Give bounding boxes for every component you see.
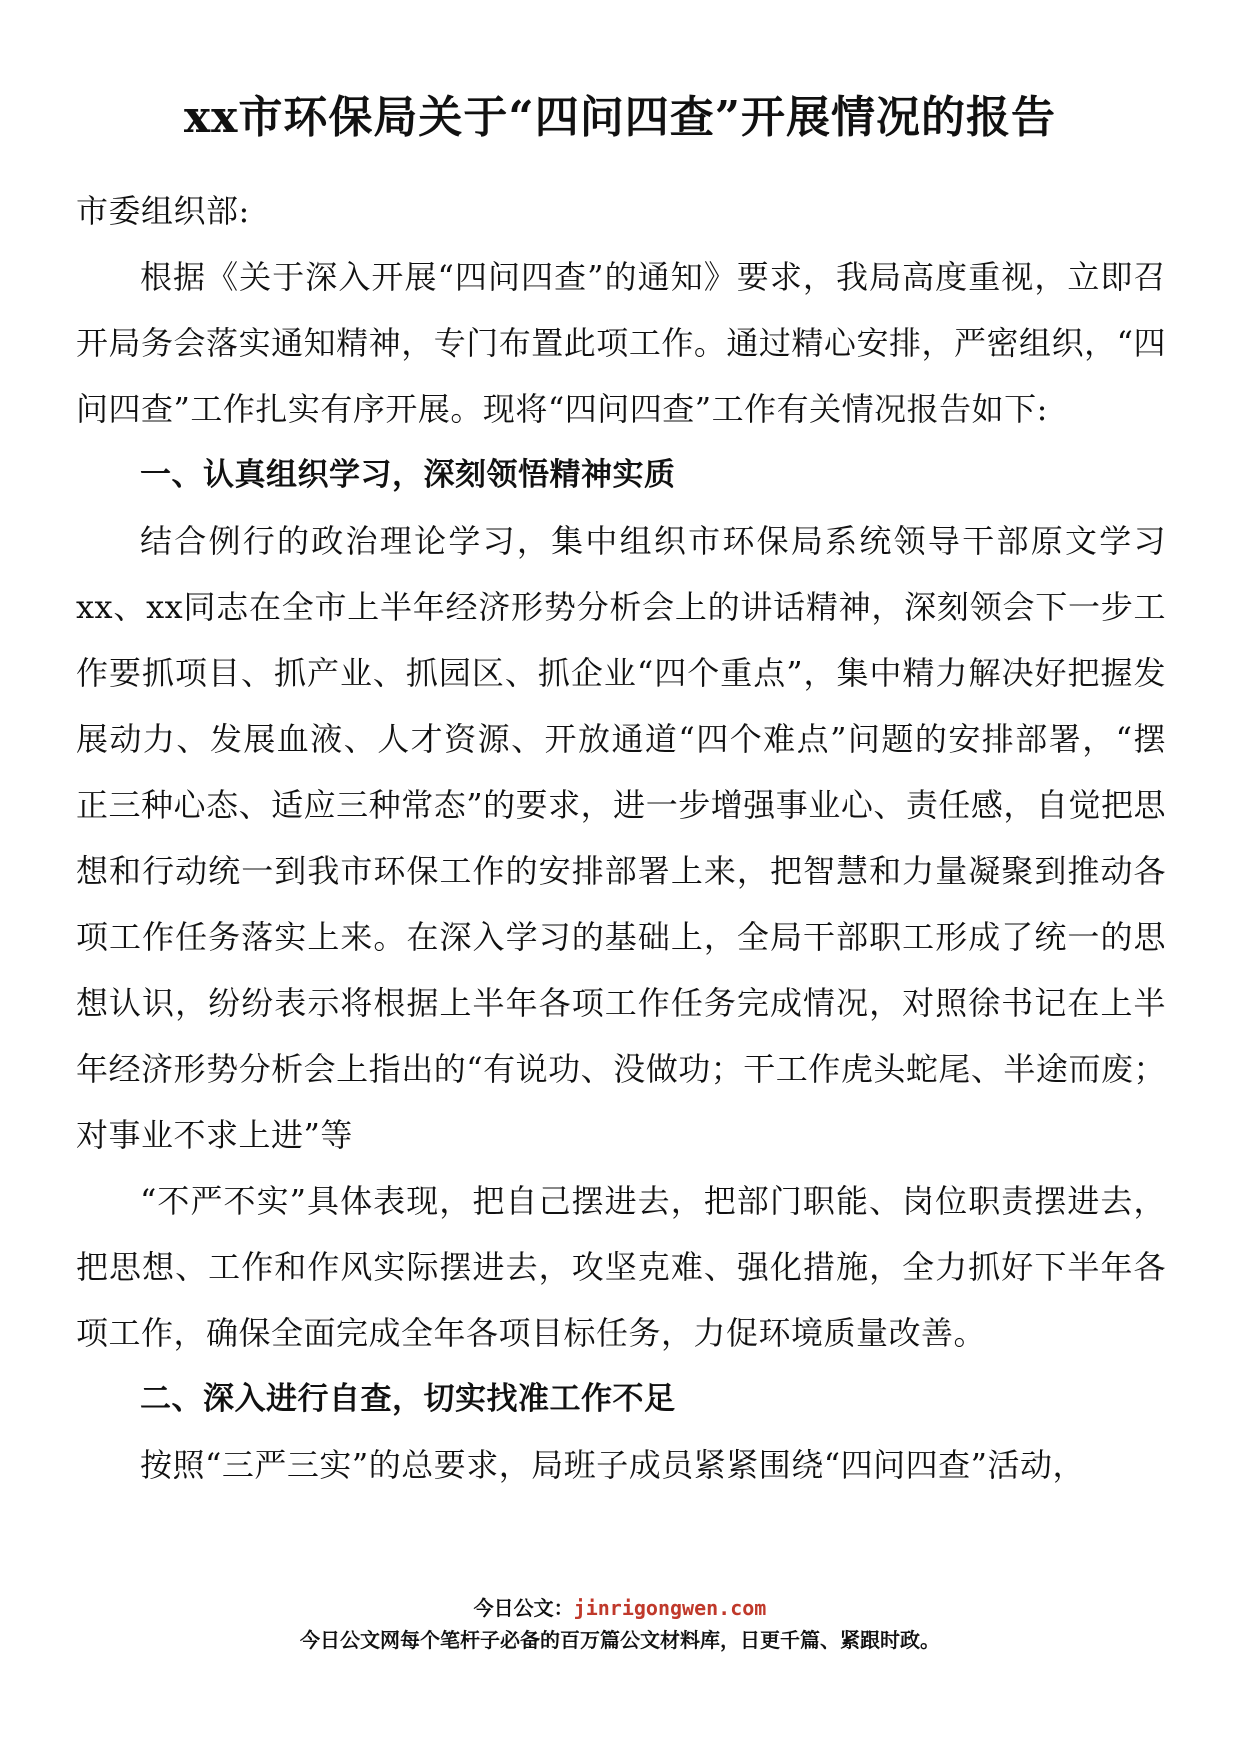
paragraph-study: 结合例行的政治理论学习，集中组织市环保局系统领导干部原文学习xx、xx同志在全市上半年经济形势分析会上的讲话精神，深刻领会下一步工作要抓项目、抓产业、抓园区、抓企业“四个重点”，集中精力解决好把握发展动力、发展血液、人才资源、开放通道“四个难点”问题的安排部署，“摆正三种心态、适应三种常态”的要求，进一步增强事业心、责任感，自觉把思想和行动统一到我市环保工作的安排部署上来，把智慧和力量凝聚到推动各项工作任务落实上来。在深入学习的基础上，全局干部职工形成了统一的思想认识，纷纷表示将根据上半年各项工作任务完成情况，对照徐书记在上半年经济形势分析会上指出的“有说功、没做功；干工作虎头蛇尾、半途而废；对事业不求上进”等 <box>76 522 1166 1154</box>
footer-site-link[interactable]: jinrigongwen.com <box>573 1596 767 1620</box>
document-title: xx市环保局关于“四问四查”开展情况的报告 <box>183 92 1057 143</box>
paragraph-study-continued: “不严不实”具体表现，把自己摆进去，把部门职能、岗位职责摆进去，把思想、工作和作风实际摆进去，攻坚克难、强化措施，全力抓好下半年各项工作，确保全面完成全年各项目标任务，力促环境质量改善。 <box>76 1182 1166 1352</box>
document-body <box>76 178 1166 1498</box>
footer-site-label: 今日公文： <box>473 1596 574 1620</box>
section-heading-2: 二、深入进行自查，切实找准工作不足 <box>140 1381 676 1417</box>
footer-slogan: 今日公文网每个笔杆子必备的百万篇公文材料库，日更千篇、紧跟时政。 <box>300 1628 940 1652</box>
paragraph-selfcheck: 按照“三严三实”的总要求，局班子成员紧紧围绕“四问四查”活动， <box>140 1446 1085 1484</box>
paragraph-intro: 根据《关于深入开展“四问四查”的通知》要求，我局高度重视，立即召开局务会落实通知精神，专门布置此项工作。通过精心安排，严密组织，“四问四查”工作扎实有序开展。现将“四问四查”工作有关情况报告如下: <box>76 258 1166 428</box>
section-heading-1: 一、认真组织学习，深刻领悟精神实质 <box>140 457 676 493</box>
footer-site <box>0 1592 1240 1621</box>
salutation: 市委组织部: <box>76 192 250 230</box>
